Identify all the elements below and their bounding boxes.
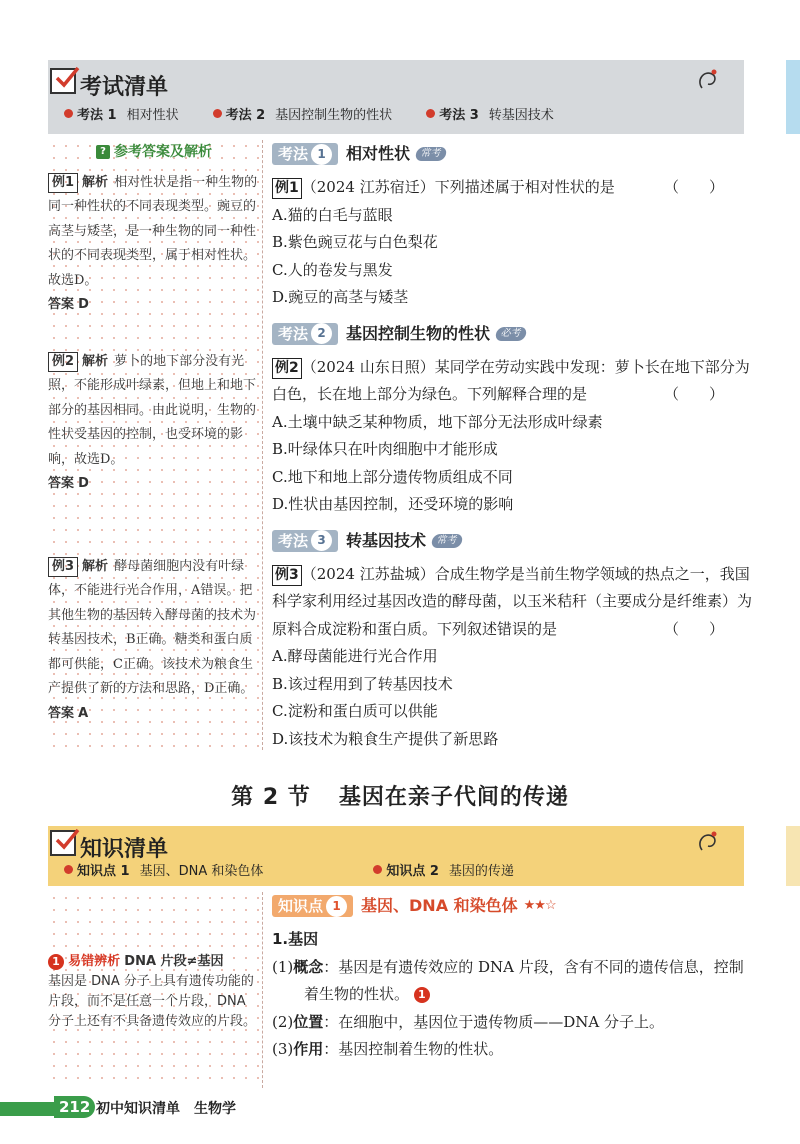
option-d[interactable]: D.豌豆的高茎与矮茎 [272,288,409,306]
bullet-icon [64,865,73,874]
knowledge-item-location: (2)位置：在细胞中，基因位于遗传物质——DNA 分子上。 [272,1012,665,1031]
option-d[interactable]: D.性状由基因控制，还受环境的影响 [272,495,514,513]
knowledge-subheading: 1.基因 [272,930,319,948]
question-3: 例3 （2024 江苏盐城）合成生物学是当前生物学领域的热点之一，我国科学家利用经过基因改造的酵母菌，以玉米秸秆（主要成分是纤维素）为原料合成淀粉和蛋白质。下列叙述错误的是 （ ） A.酵母菌能进行光合作用 B.该过程用到了转基因技术 C.淀粉和蛋白质可以供能 D.该技术为粮食生产提供了新思路 [272,561,752,754]
section-1-pill: 考法 1 [272,143,338,165]
option-d[interactable]: D.该技术为粮食生产提供了新思路 [272,729,499,748]
section-3-title: 转基因技术 [346,530,427,550]
book-title: 初中知识清单 生物学 [96,1101,236,1117]
checkbox-icon [50,830,76,856]
section-2-title: 基因控制生物的性状 [346,323,491,343]
footer-bar [0,1102,54,1116]
knowledge-banner-title: 知识清单 [80,837,169,862]
question-2: 例2 （2024 山东日照）某同学在劳动实践中发现：萝卜长在地下部分为白色，长在地上部分为绿色。下列解释合理的是 （ ） A.土壤中缺乏某种物质，地下部分无法形成叶绿素 B.叶绿体只在叶肉细胞中才能形成 C.地下和地上部分遗传物质组成不同 D.性状由基因控制，还受环境的影响 [272,354,752,519]
knowledge-item-2[interactable]: 知识点 2 基因的传递 [373,860,514,879]
reference-answer-1: 答案 D [48,297,89,312]
exam-item-3[interactable]: 考法 3 转基因技术 [426,104,554,123]
section-3-pill: 考法 3 [272,530,338,552]
swirl-decoration-icon [694,828,724,858]
option-c[interactable]: C.地下和地上部分遗传物质组成不同 [272,467,513,486]
tip-box: 1 易错辨析 DNA 片段≠基因 基因是 DNA 分子上具有遗传功能的片段，而不是任意一个片段，DNA 分子上还有不具备遗传效应的片段。 [48,952,260,1032]
page-number: 212 [54,1096,95,1118]
swirl-decoration-icon [694,66,724,96]
question-1: 例1 （2024 江苏宿迁）下列描述属于相对性状的是 （ ） A.猫的白毛与蓝眼 B.紫色豌豆花与白色梨花 C.人的卷发与黑发 D.豌豆的高茎与矮茎 [272,174,752,312]
knowledge-banner-items [64,860,514,879]
section-2-pill: 考法 2 [272,323,338,345]
bullet-icon [373,865,382,874]
reference-answer-2: 答案 D [48,476,89,491]
option-c[interactable]: C.淀粉和蛋白质可以供能 [272,702,438,720]
section-1-title: 相对性状 [346,144,411,164]
section-3-header [272,527,752,555]
tip-text: 基因是 DNA 分子上具有遗传功能的片段，而不是任意一个片段，DNA 分子上还有不具备遗传效应的片段。 [48,974,257,1029]
knowledge-item-concept: (1)概念：基因是有遗传效应的 DNA 片段，含有不同的遗传信息，控制着生物的性状。 1 [272,957,744,1003]
reference-example-2: 例2 解析 萝卜的地下部分没有光照，不能形成叶绿素，但地上和地下部分的基因相同。由此说明，生物的性状受基因的控制，也受环境的影响，故选D。 [48,353,257,467]
knowledge-banner [48,826,744,886]
option-b[interactable]: B.叶绿体只在叶肉细胞中才能形成 [272,440,498,458]
page-footer [0,1096,800,1122]
difficulty-stars: ★★☆ [523,898,556,914]
reference-column [48,140,260,752]
checkbox-icon [50,68,76,94]
side-strip [786,60,800,134]
section-1-header [272,140,752,168]
exam-item-2[interactable]: 考法 2 基因控制生物的性状 [213,104,393,123]
reference-header: ? 参考答案及解析 [48,140,260,165]
tip-mark-icon: 1 [48,954,64,970]
option-c[interactable]: C.人的卷发与黑发 [272,260,393,279]
option-a[interactable]: A.土壤中缺乏某种物质，地下部分无法形成叶绿素 [272,412,603,431]
knowledge-1-pill: 知识点 1 [272,895,353,917]
section-3-badge: 常考 [431,534,464,548]
side-strip [786,826,800,886]
exam-sections [272,140,752,753]
option-a[interactable]: A.猫的白毛与蓝眼 [272,205,393,224]
knowledge-content [272,892,752,1064]
exam-banner [48,60,744,134]
column-divider [262,140,263,750]
exam-item-1[interactable]: 考法 1 相对性状 [64,104,179,123]
section-1-badge: 常考 [415,147,448,161]
exam-banner-items [64,104,554,123]
section-2-header [272,320,752,348]
column-divider [262,892,263,1088]
tip-column [48,892,260,1088]
knowledge-item-function: (3)作用：基因控制着生物的性状。 [272,1040,504,1058]
bullet-icon [426,109,435,118]
option-b[interactable]: B.紫色豌豆花与白色梨花 [272,233,438,251]
reference-example-3: 例3 解析 酵母菌细胞内没有叶绿体，不能进行光合作用，A错误。把其他生物的基因转入酵母菌的技术为转基因技术，B正确。糖类和蛋白质都可供能，C正确。该技术为粮食生产提供了新的方法和思路，D正确。 [48,558,257,696]
section-2-badge: 必考 [495,327,528,341]
key-icon: ? [96,145,110,159]
reference-example-1: 例1 解析 相对性状是指一种生物的同一种性状的不同表现类型。豌豆的高茎与矮茎，是一种生物的同一种性状的不同表现类型，属于相对性状。故选D。 [48,174,258,288]
knowledge-1-title: 基因、DNA 和染色体 [361,896,518,916]
knowledge-1-header [272,892,752,920]
bullet-icon [64,109,73,118]
exam-banner-title: 考试清单 [80,75,169,100]
option-a[interactable]: A.酵母菌能进行光合作用 [272,647,438,665]
tip-mark-icon: 1 [414,987,430,1003]
knowledge-item-1[interactable]: 知识点 1 基因、DNA 和染色体 [64,860,263,879]
option-b[interactable]: B.该过程用到了转基因技术 [272,674,453,693]
reference-answer-3: 答案 A [48,705,89,721]
chapter-heading: 第 2 节 基因在亲子代间的传递 [231,785,569,810]
bullet-icon [213,109,222,118]
